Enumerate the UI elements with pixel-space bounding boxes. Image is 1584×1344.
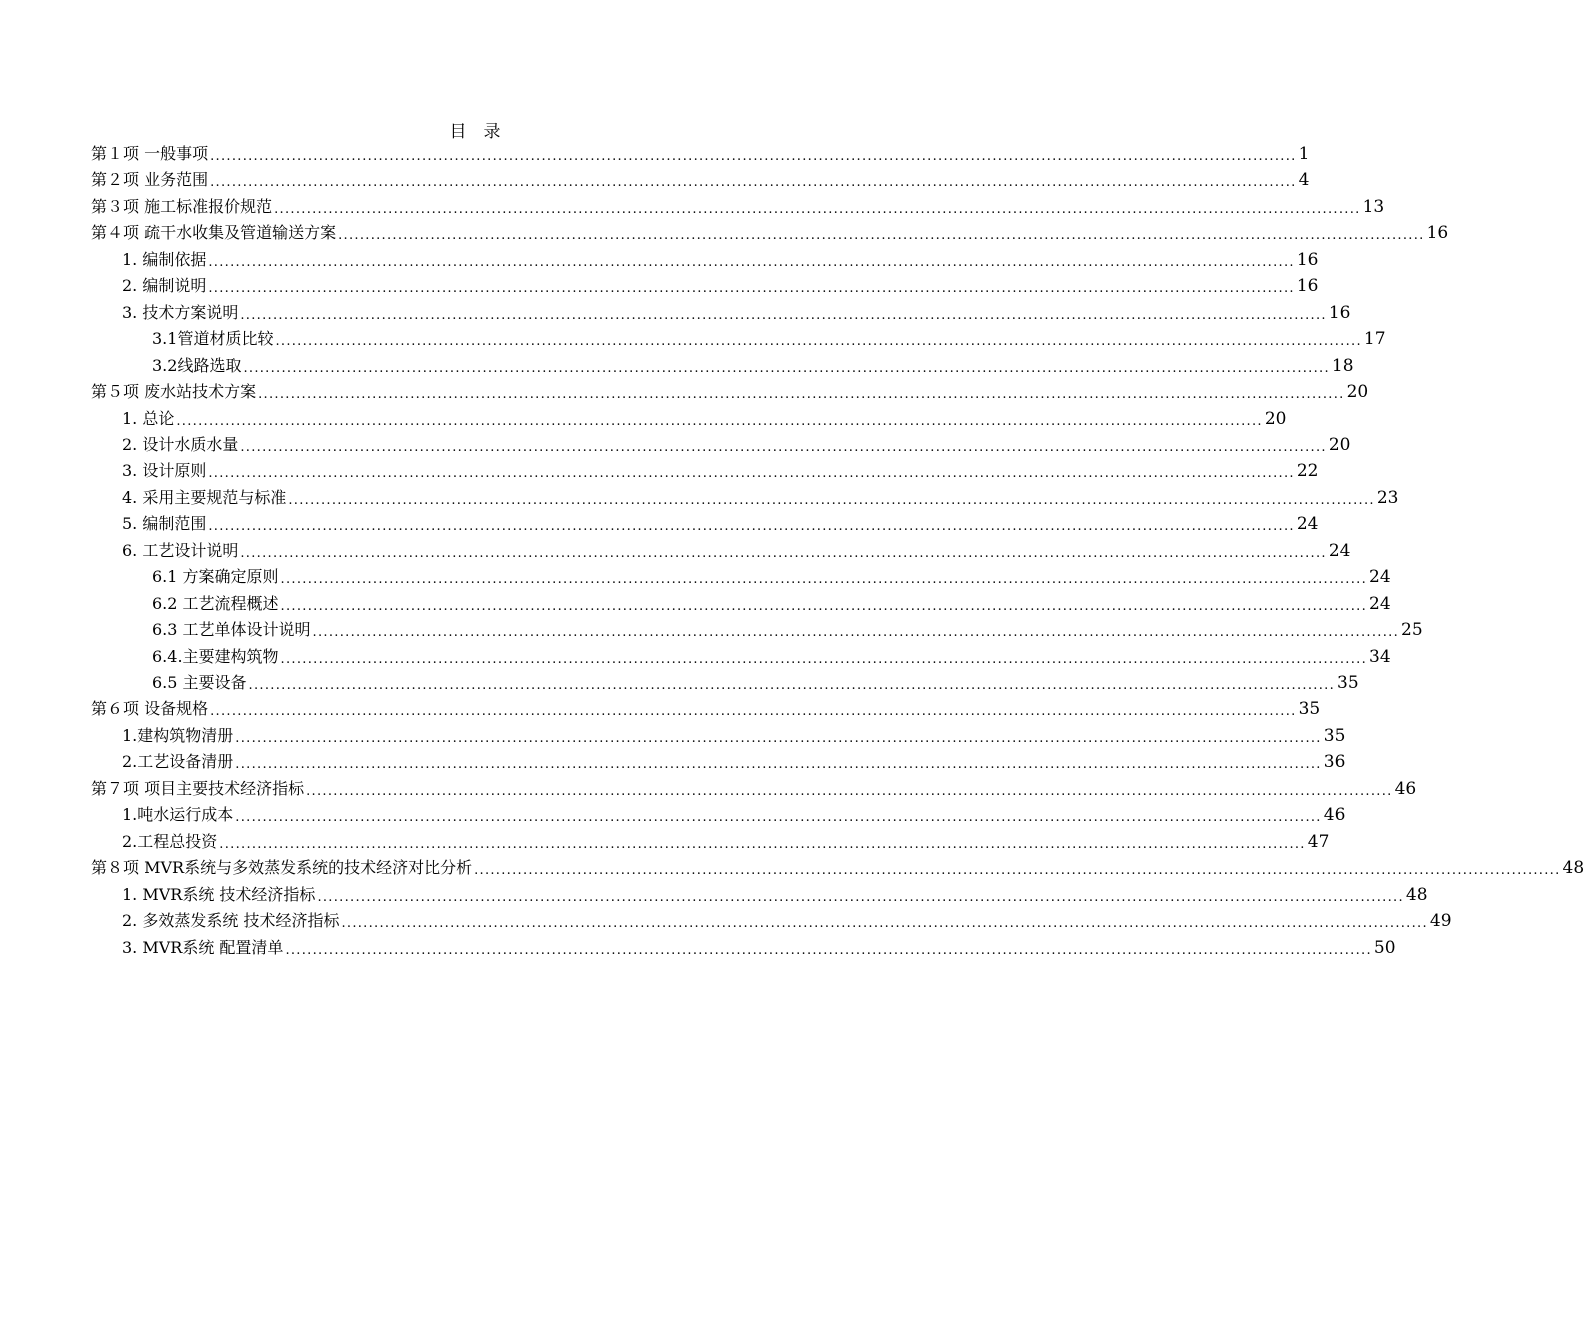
toc-entry-page-number: 1 bbox=[1298, 144, 1310, 164]
toc-entry-label: 1. MVR系统 技术经济指标 bbox=[122, 884, 316, 904]
toc-entry-page-number: 20 bbox=[1346, 382, 1369, 403]
toc-dot-leader: ........................................................................................................................................................................................................ bbox=[317, 889, 1404, 905]
toc-entry-page-number: 17 bbox=[1363, 329, 1386, 350]
toc-dot-leader: ........................................................................................................................................................................................................ bbox=[235, 757, 1322, 773]
toc-entry-label: 6.3 工艺单体设计说明 bbox=[152, 620, 311, 640]
toc-entry-label: 6.5 主要设备 bbox=[152, 673, 247, 692]
toc-dot-leader: ........................................................................................................................................................................................................ bbox=[208, 519, 1295, 535]
toc-entry-page-number: 48 bbox=[1562, 858, 1584, 879]
toc-entry-label: 2.工程总投资 bbox=[122, 831, 218, 851]
toc-entry-label: 3. 设计原则 bbox=[122, 461, 207, 481]
toc-entry[interactable] bbox=[152, 353, 1354, 379]
toc-entry[interactable] bbox=[91, 855, 1584, 881]
toc-entry-label: 4. 采用主要规范与标准 bbox=[122, 487, 287, 507]
toc-entry-label: 2. 编制说明 bbox=[122, 276, 207, 296]
toc-entry[interactable] bbox=[91, 379, 1369, 405]
toc-entry-label: 2.工艺设备清册 bbox=[122, 752, 234, 772]
toc-dot-leader: ........................................................................................................................................................................................................ bbox=[176, 413, 1263, 429]
toc-entry[interactable] bbox=[122, 538, 1351, 564]
toc-dot-leader: ........................................................................................................................................................................................................ bbox=[240, 439, 1327, 455]
toc-entry-page-number: 47 bbox=[1307, 831, 1330, 852]
toc-entry-label: 3.1管道材质比较 bbox=[152, 329, 274, 349]
toc-entry[interactable] bbox=[91, 220, 1449, 246]
toc-entry[interactable] bbox=[91, 167, 1310, 193]
toc-entry-label: 6.2 工艺流程概述 bbox=[152, 593, 279, 613]
toc-entry[interactable] bbox=[152, 564, 1391, 590]
toc-dot-leader: ........................................................................................................................................................................................................ bbox=[210, 704, 1297, 720]
toc-entry-page-number: 16 bbox=[1296, 249, 1319, 270]
toc-entry[interactable] bbox=[122, 935, 1396, 961]
toc-entry-page-number: 49 bbox=[1429, 911, 1452, 932]
toc-entry-page-number: 34 bbox=[1369, 646, 1391, 667]
toc-entry[interactable] bbox=[122, 300, 1351, 326]
toc-entry-page-number: 16 bbox=[1328, 302, 1351, 323]
toc-dot-leader: ........................................................................................................................................................................................................ bbox=[275, 334, 1362, 350]
toc-entry-label: 3. 技术方案说明 bbox=[122, 302, 239, 322]
toc-entry[interactable] bbox=[152, 617, 1423, 643]
toc-entry-label: 6.4.主要建构筑物 bbox=[152, 646, 279, 666]
toc-dot-leader: ........................................................................................................................................................................................................ bbox=[280, 651, 1368, 667]
toc-dot-leader: ........................................................................................................................................................................................................ bbox=[248, 678, 1336, 693]
toc-dot-leader: ........................................................................................................................................................................................................ bbox=[208, 281, 1295, 297]
toc-dot-leader: ........................................................................................................................................................................................................ bbox=[210, 149, 1297, 164]
toc-entry-label: 5. 编制范围 bbox=[122, 514, 207, 534]
toc-title-text: 目 录 bbox=[449, 122, 501, 142]
toc-entry-page-number: 46 bbox=[1394, 778, 1417, 799]
toc-dot-leader: ........................................................................................................................................................................................................ bbox=[312, 625, 1400, 641]
toc-entry[interactable] bbox=[122, 273, 1319, 299]
toc-entry[interactable] bbox=[122, 749, 1346, 775]
toc-entry-page-number: 16 bbox=[1426, 223, 1449, 244]
toc-entry-page-number: 24 bbox=[1369, 567, 1391, 588]
toc-dot-leader: ........................................................................................................................................................................................................ bbox=[208, 254, 1295, 270]
toc-entry-page-number: 25 bbox=[1401, 620, 1423, 641]
toc-dot-leader: ........................................................................................................................................................................................................ bbox=[258, 387, 1345, 403]
toc-entry-page-number: 18 bbox=[1331, 355, 1354, 376]
toc-entry-page-number: 24 bbox=[1328, 540, 1351, 561]
toc-dot-leader: ........................................................................................................................................................................................................ bbox=[240, 307, 1327, 323]
toc-dot-leader: ........................................................................................................................................................................................................ bbox=[280, 598, 1368, 614]
toc-entry[interactable] bbox=[122, 406, 1287, 432]
toc-entry-page-number: 23 bbox=[1376, 487, 1399, 508]
toc-entry-label: 2. 设计水质水量 bbox=[122, 434, 239, 454]
toc-dot-leader: ........................................................................................................................................................................................................ bbox=[341, 916, 1428, 932]
toc-entry[interactable] bbox=[122, 723, 1346, 749]
toc-title bbox=[0, 117, 950, 142]
toc-entry[interactable] bbox=[122, 829, 1330, 855]
toc-dot-leader: ........................................................................................................................................................................................................ bbox=[338, 228, 1425, 244]
toc-dot-leader: ........................................................................................................................................................................................................ bbox=[288, 492, 1375, 508]
toc-entry-label: 6. 工艺设计说明 bbox=[122, 540, 239, 560]
toc-entry-page-number: 20 bbox=[1328, 434, 1351, 455]
toc-entry-label: 6.1 方案确定原则 bbox=[152, 567, 279, 587]
toc-entry-label: 第７项 项目主要技术经济指标 bbox=[91, 778, 305, 798]
toc-entry[interactable] bbox=[91, 141, 1310, 167]
toc-entry-label: 1.吨水运行成本 bbox=[122, 805, 234, 825]
toc-entry[interactable] bbox=[122, 882, 1428, 908]
toc-entry[interactable] bbox=[152, 670, 1359, 696]
toc-entry-label: 第４项 疏干水收集及管道输送方案 bbox=[91, 223, 337, 243]
toc-entry-page-number: 35 bbox=[1323, 725, 1346, 746]
toc-dot-leader: ........................................................................................................................................................................................................ bbox=[219, 836, 1306, 852]
toc-entry-page-number: 48 bbox=[1405, 884, 1428, 905]
toc-entry[interactable] bbox=[122, 485, 1399, 511]
toc-entry-page-number: 36 bbox=[1323, 752, 1346, 773]
toc-dot-leader: ........................................................................................................................................................................................................ bbox=[474, 863, 1561, 879]
toc-dot-leader: ........................................................................................................................................................................................................ bbox=[306, 783, 1393, 799]
toc-entry[interactable] bbox=[152, 591, 1391, 617]
toc-entry-label: 3.2线路选取 bbox=[152, 355, 242, 375]
toc-entry-label: 1.建构筑物清册 bbox=[122, 725, 234, 745]
toc-entry[interactable] bbox=[122, 432, 1351, 458]
toc-entry-page-number: 35 bbox=[1337, 673, 1359, 693]
toc-entry-page-number: 16 bbox=[1296, 276, 1319, 297]
toc-entry-label: 第８项 MVR系统与多效蒸发系统的技术经济对比分析 bbox=[91, 858, 473, 878]
toc-entry-label: 第１项 一般事项 bbox=[91, 144, 209, 163]
toc-entry[interactable] bbox=[152, 326, 1386, 352]
toc-entry-page-number: 13 bbox=[1362, 196, 1385, 217]
toc-entry[interactable] bbox=[122, 247, 1319, 273]
toc-entry[interactable] bbox=[91, 696, 1321, 722]
toc-dot-leader: ........................................................................................................................................................................................................ bbox=[285, 942, 1372, 958]
toc-entry-label: 3. MVR系统 配置清单 bbox=[122, 937, 284, 957]
toc-entry-label: 1. 编制依据 bbox=[122, 249, 207, 269]
toc-dot-leader: ........................................................................................................................................................................................................ bbox=[235, 810, 1322, 826]
toc-entry-label: 第３项 施工标准报价规范 bbox=[91, 196, 273, 216]
toc-dot-leader: ........................................................................................................................................................................................................ bbox=[274, 201, 1361, 217]
toc-entry-page-number: 35 bbox=[1298, 699, 1321, 720]
toc-entry-label: 第２项 业务范围 bbox=[91, 170, 209, 190]
toc-entry-page-number: 20 bbox=[1264, 408, 1287, 429]
toc-entry-label: 第５项 废水站技术方案 bbox=[91, 382, 257, 402]
toc-dot-leader: ........................................................................................................................................................................................................ bbox=[210, 175, 1297, 191]
toc-entry-page-number: 24 bbox=[1369, 593, 1391, 614]
toc-dot-leader: ........................................................................................................................................................................................................ bbox=[240, 545, 1327, 561]
toc-entry-label: 2. 多效蒸发系统 技术经济指标 bbox=[122, 911, 340, 931]
toc-entry-page-number: 24 bbox=[1296, 514, 1319, 535]
toc-entry-page-number: 50 bbox=[1373, 937, 1396, 958]
toc-entry[interactable] bbox=[122, 458, 1319, 484]
toc-entry[interactable] bbox=[152, 644, 1391, 670]
toc-dot-leader: ........................................................................................................................................................................................................ bbox=[280, 572, 1368, 588]
toc-entry[interactable] bbox=[122, 802, 1346, 828]
toc-entry-page-number: 4 bbox=[1298, 170, 1310, 191]
toc-entry[interactable] bbox=[91, 776, 1417, 802]
toc-dot-leader: ........................................................................................................................................................................................................ bbox=[208, 466, 1295, 482]
toc-entry[interactable] bbox=[122, 908, 1452, 934]
toc-entry-label: 第６项 设备规格 bbox=[91, 699, 209, 719]
toc-dot-leader: ........................................................................................................................................................................................................ bbox=[243, 360, 1330, 376]
toc-entry[interactable] bbox=[122, 511, 1319, 537]
toc-entry-label: 1. 总论 bbox=[122, 408, 175, 428]
toc-entry-page-number: 22 bbox=[1296, 461, 1319, 482]
toc-entry-page-number: 46 bbox=[1323, 805, 1346, 826]
toc-entry[interactable] bbox=[91, 194, 1385, 220]
toc-dot-leader: ........................................................................................................................................................................................................ bbox=[235, 730, 1322, 746]
